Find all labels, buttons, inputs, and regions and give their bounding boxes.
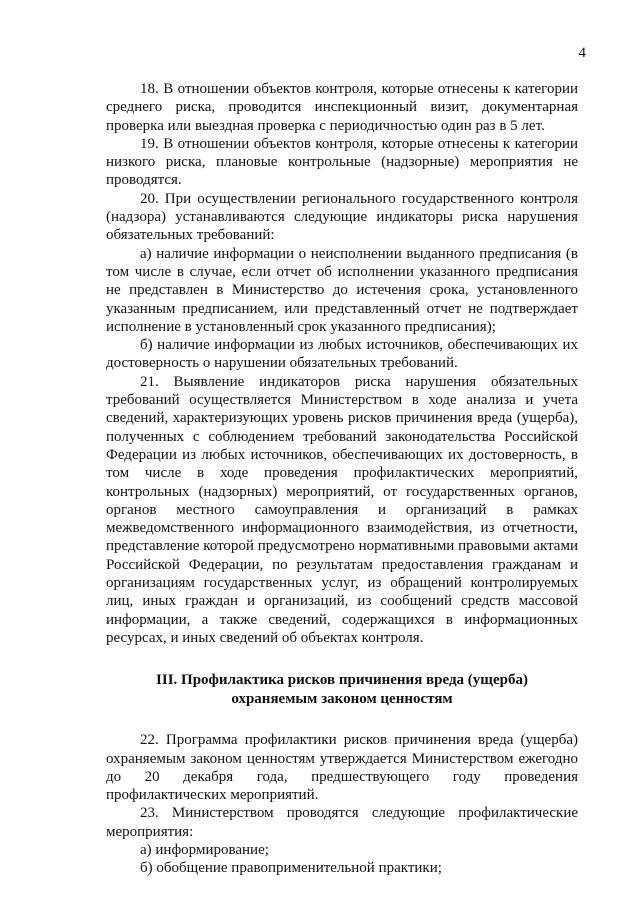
paragraph-21: 21. Выявление индикаторов риска нарушения обязательных требований осуществляется Министерством в ходе анализа и учета сведений, характеризующих уровень рисков причинения вреда (ущерба), полученных с соблюдением требований законодательства Российской Федерации из любых источников, обеспечивающих их достоверность, в том числе в ходе проведения профилактических мероприятий, контрольных (надзорных) мероприятий, от государственных органов, органов местного самоуправления и организаций в рамках межведомственного информационного взаимодействия, из отчетности, представление которой предусмотрено нормативными правовыми актами Российской Федерации, по результатам предоставления гражданам и организациям государственных услуг, из обращений контролируемых лиц, иных граждан и организаций, из сообщений средств массовой информации, а также сведений, содержащихся в информационных ресурсах, и иных сведений об объектах контроля. (106, 373, 578, 646)
paragraph-20-b: б) наличие информации из любых источников, обеспечивающих их достоверность о нарушении обязательных требований. (106, 337, 578, 372)
section-heading (106, 671, 578, 709)
section-heading-line-1: III. Профилактика рисков причинения вреда (ущерба) (156, 672, 528, 689)
paragraph-19: 19. В отношении объектов контроля, которые отнесены к категории низкого риска, плановые контрольные (надзорные) мероприятия не проводятся. (106, 135, 578, 189)
section-heading-line-2: охраняемым законом ценностям (231, 691, 453, 708)
paragraph-20: 20. При осуществлении регионального государственного контроля (надзора) устанавливаются следующие индикаторы риска нарушения обязательных требований: (106, 190, 578, 244)
paragraph-20-a: а) наличие информации о неисполнении выданного предписания (в том числе в случае, если отчет об исполнении указанного предписания не представлен в Министерство до истечения срока, установленного указанным предписанием, или представленный отчет не подтверждает исполнение в установленный срок указанного предписания); (106, 245, 578, 335)
paragraph-22: 22. Программа профилактики рисков причинения вреда (ущерба) охраняемым законом ценностям утверждается Министерством ежегодно до 20 декабря года, предшествующего году проведения профилактических мероприятий. (106, 732, 578, 804)
paragraph-18: 18. В отношении объектов контроля, которые отнесены к категории среднего риска, проводится инспекционный визит, документарная проверка или выездная проверка с периодичностью один раз в 5 лет. (106, 81, 578, 134)
paragraph-23-a: а) информирование; (140, 841, 269, 858)
paragraph-23-b: б) обобщение правоприменительной практики; (140, 860, 442, 877)
page-number: 4 (578, 45, 586, 61)
document-body (106, 80, 578, 878)
paragraph-23: 23. Министерством проводятся следующие профилактические мероприятия: (106, 805, 578, 840)
